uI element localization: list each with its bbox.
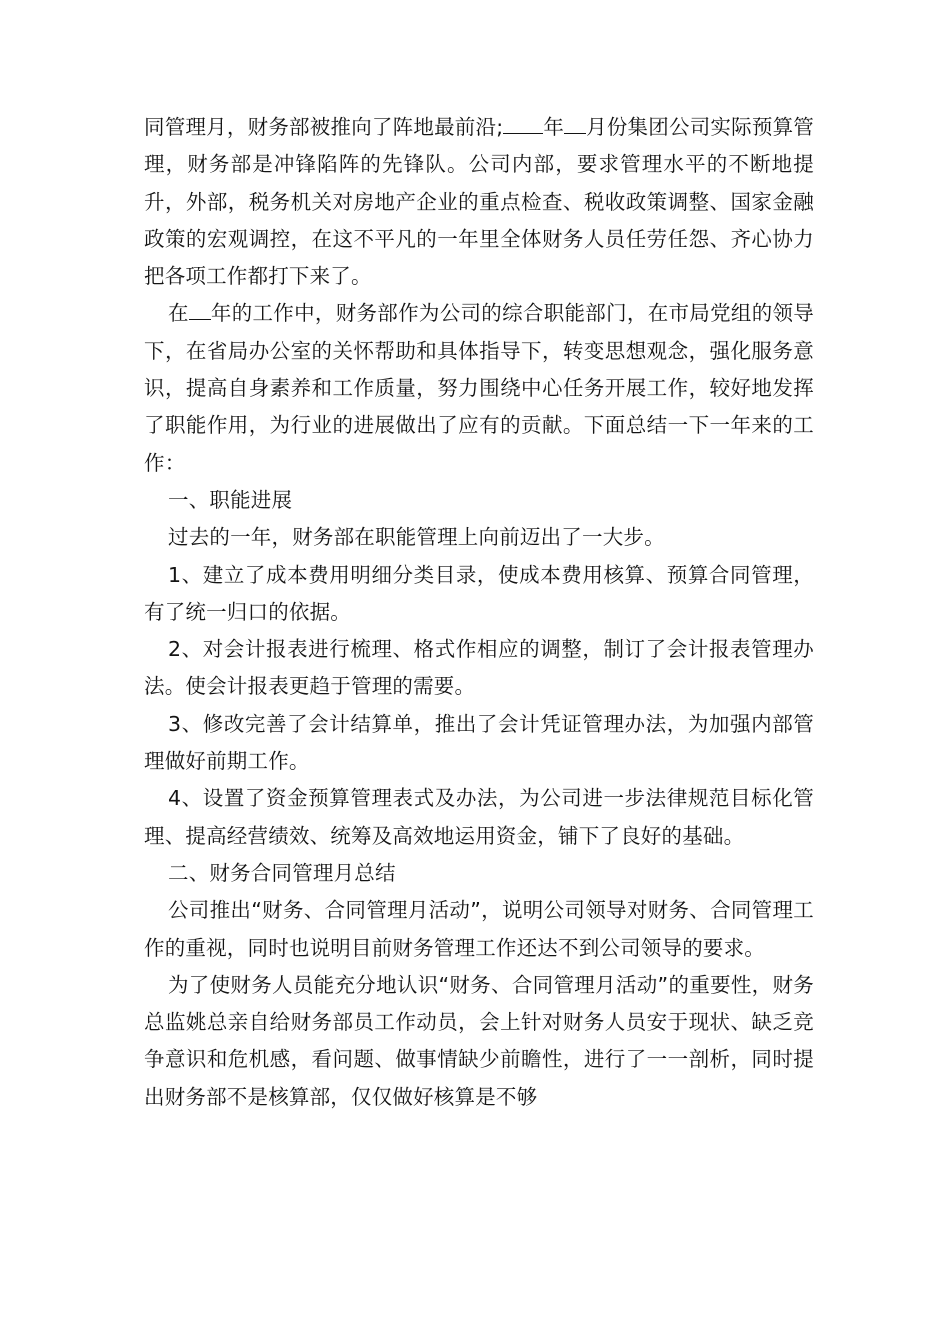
document-body xyxy=(144,109,814,1116)
list-item xyxy=(144,780,814,855)
paragraph-text: 年 xyxy=(543,115,565,139)
paragraph-text: 2、对会计报表进行梳理、格式作相应的调整，制订了会计报表管理办法。使会计报表更趋于管理的需要。 xyxy=(144,637,814,699)
body-paragraph xyxy=(144,109,814,295)
fill-in-blank xyxy=(189,299,211,320)
paragraph-text: 一、职能进展 xyxy=(168,487,293,512)
list-item xyxy=(144,706,814,781)
list-item xyxy=(144,631,814,706)
list-item xyxy=(144,557,814,632)
paragraph-text: 在 xyxy=(168,301,189,326)
paragraph-text: 3、修改完善了会计结算单，推出了会计凭证管理办法，为加强内部管理做好前期工作。 xyxy=(144,711,814,774)
paragraph-text: 4、设置了资金预算管理表式及办法，为公司进一步法律规范目标化管理、提高经营绩效、统筹及高效地运用资金，铺下了良好的基础。 xyxy=(144,786,814,848)
paragraph-text: 1、建立了成本费用明细分类目录，使成本费用核算、预算合同管理，有了统一归口的依据。 xyxy=(144,562,814,624)
fill-in-blank xyxy=(564,113,586,134)
body-paragraph xyxy=(144,519,814,556)
paragraph-text: 月份集团公司实际预算管理，财务部是冲锋陷阵的先锋队。公司内部，要求管理水平的不断地提升，外部，税务机关对房地产企业的重点检查、税收政策调整、国家金融政策的宏观调控，在这不平凡的一年里全体财务人员任劳任怨、齐心协力把各项工作都打下来了。 xyxy=(144,115,815,289)
section-heading xyxy=(144,482,814,519)
paragraph-text: 公司推出“财务、合同管理月活动”，说明公司领导对财务、合同管理工作的重视，同时也说明目前财务管理工作还达不到公司领导的要求。 xyxy=(144,898,814,960)
paragraph-text: 过去的一年，财务部在职能管理上向前迈出了一大步。 xyxy=(168,525,665,550)
body-paragraph xyxy=(144,295,814,481)
fill-in-blank xyxy=(503,113,543,134)
body-paragraph xyxy=(144,892,814,967)
paragraph-text: 年的工作中，财务部作为公司的综合职能部门，在市局党组的领导下，在省局办公室的关怀帮助和具体指导下，转变思想观念，强化服务意识，提高自身素养和工作质量，努力围绕中心任务开展工作，较好地发挥了职能作用，为行业的进展做出了应有的贡献。下面总结一下一年来的工作： xyxy=(144,301,814,475)
body-paragraph xyxy=(144,967,814,1116)
section-heading xyxy=(144,855,814,892)
paragraph-text: 二、财务合同管理月总结 xyxy=(168,860,396,885)
paragraph-text: 为了使财务人员能充分地认识“财务、合同管理月活动”的重要性，财务总监姚总亲自给财务部员工作动员，会上针对财务人员安于现状、缺乏竞争意识和危机感，看问题、做事情缺少前瞻性，进行了一一剖析，同时提出财务部不是核算部，仅仅做好核算是不够 xyxy=(144,972,814,1109)
paragraph-text: 同管理月，财务部被推向了阵地最前沿; xyxy=(144,115,504,139)
